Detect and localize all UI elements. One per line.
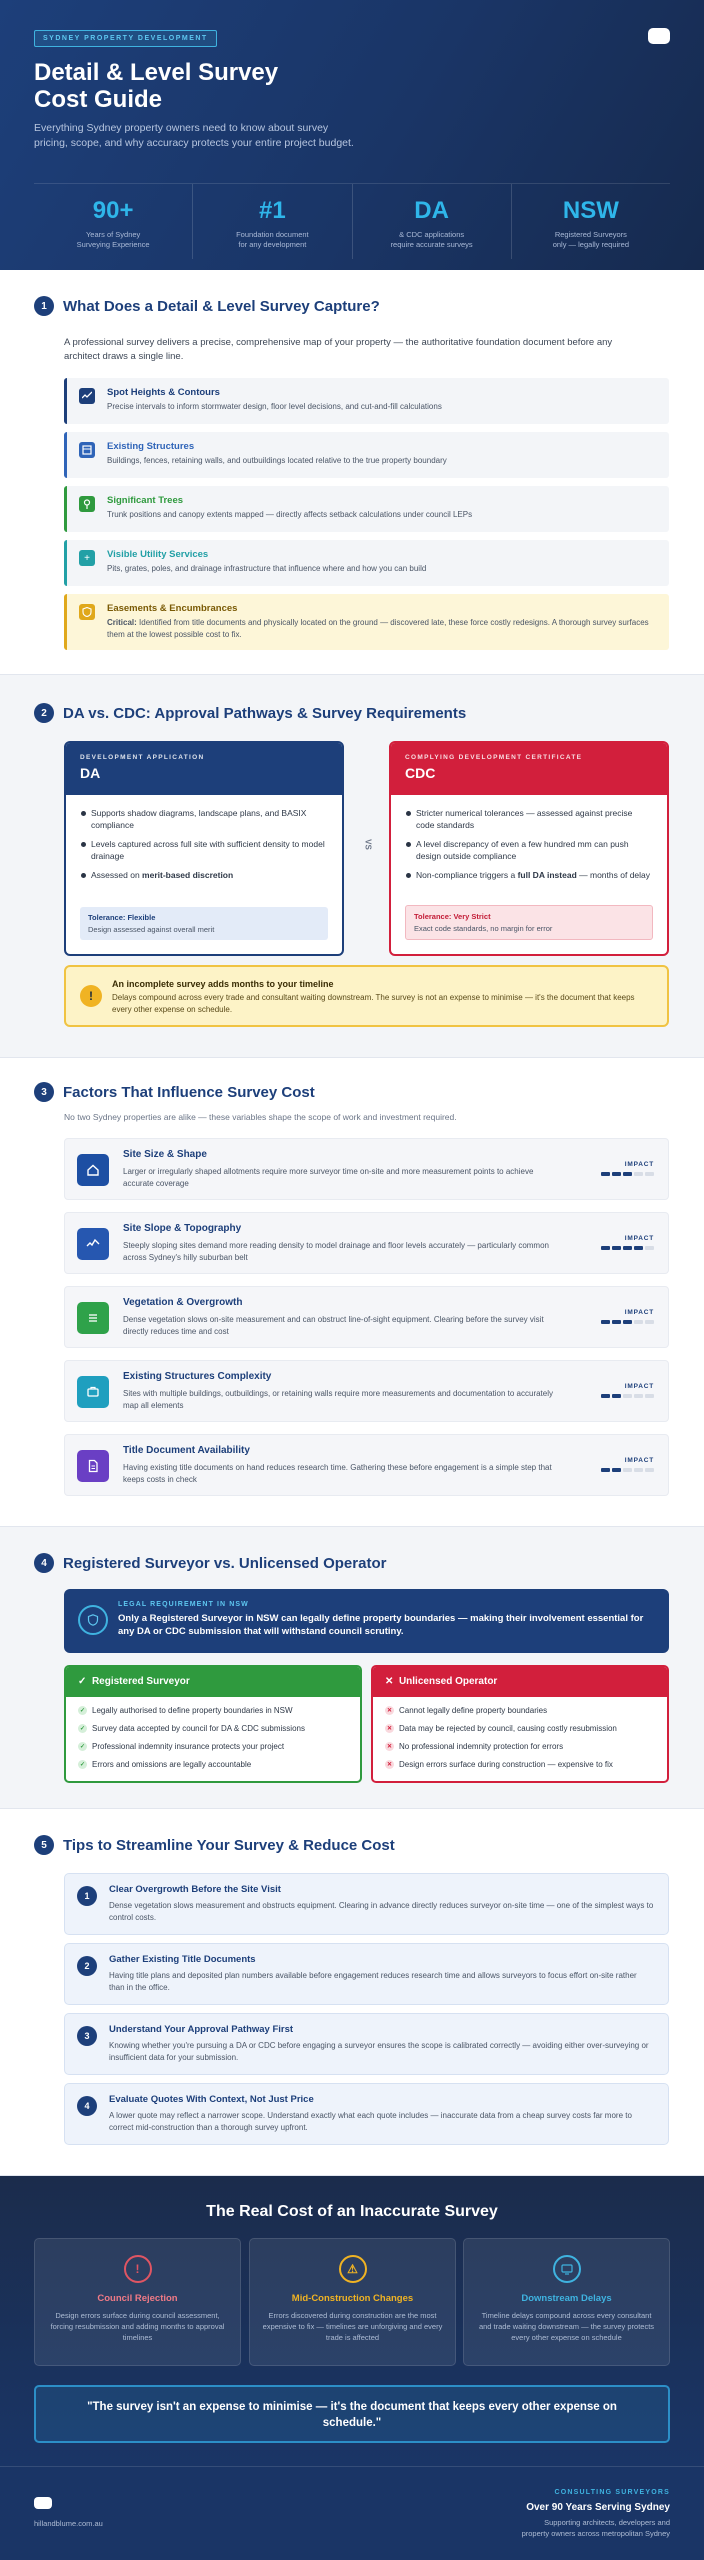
document-icon	[77, 1450, 109, 1482]
warning-desc: Delays compound across every trade and consultant waiting downstream. The survey is not an expense to minimise — it's the document that keeps every other expense on schedule.	[112, 993, 635, 1014]
shield-icon	[79, 604, 95, 620]
check-icon: ✓	[79, 1761, 86, 1768]
timeline-warning	[64, 965, 669, 1027]
capture-item-desc-text: Identified from title documents and physically located on the ground — discovered late, these force costly redesigns. A thorough survey surfaces them at the lowest possible cost to fix.	[107, 618, 649, 639]
factor-desc: Dense vegetation slows on-site measurement and can obstruct line-of-sight equipment. Clearing before the survey visit directly reduces time and cost	[123, 1315, 544, 1336]
close-icon: ✕	[386, 1743, 393, 1750]
cost-card-title: Council Rejection	[97, 2293, 178, 2304]
title-line-1: Detail & Level Survey	[34, 59, 279, 86]
registered-header	[66, 1667, 360, 1697]
slope-icon	[77, 1228, 109, 1260]
footer-desc-line: property owners across metropolitan Sydney	[521, 2529, 670, 2538]
utility-icon: +	[79, 550, 95, 566]
cdc-list	[391, 795, 667, 881]
impact-meter	[601, 1383, 654, 1398]
section-real-cost	[0, 2176, 704, 2466]
footer-info	[522, 2489, 670, 2539]
da-name: DA	[80, 765, 101, 781]
impact-bar	[612, 1468, 621, 1472]
impact-bar	[623, 1246, 632, 1250]
impact-bars	[601, 1468, 654, 1472]
tip-title: Gather Existing Title Documents	[109, 1954, 256, 1965]
tip-title: Evaluate Quotes With Context, Not Just Price	[109, 2094, 314, 2105]
impact-bars	[601, 1172, 654, 1176]
impact-bar	[634, 1320, 643, 1324]
capture-item-title: Existing Structures	[107, 441, 195, 452]
capture-item-desc: Buildings, fences, retaining walls, and outbuildings located relative to the true property boundary	[107, 456, 447, 465]
da-card-header	[66, 743, 342, 795]
tip-item	[64, 2013, 669, 2075]
da-list	[66, 795, 342, 881]
list-item-text: Design errors surface during construction — expensive to fix	[399, 1760, 613, 1769]
warning-title: An incomplete survey adds months to your timeline	[112, 979, 334, 989]
list-item-text: No professional indemnity protection for errors	[399, 1742, 564, 1751]
factor-title: Site Size & Shape	[123, 1149, 207, 1160]
list-item	[78, 1724, 348, 1734]
impact-meter	[601, 1309, 654, 1324]
tip-desc: Knowing whether you're pursuing a DA or CDC before engaging a surveyor ensures the scope is calibrated correctly — avoiding either over-surveying or insufficient data for your submission.	[109, 2041, 649, 2062]
title-line-2: Cost Guide	[34, 86, 163, 113]
capture-item-contours	[64, 378, 669, 424]
tip-item	[64, 1873, 669, 1935]
footer-logo[interactable]	[34, 2497, 52, 2509]
tip-title: Clear Overgrowth Before the Site Visit	[109, 1884, 281, 1895]
capture-item-easements	[64, 594, 669, 650]
stat-item	[353, 184, 512, 259]
impact-bar	[634, 1394, 643, 1398]
impact-bar	[601, 1468, 610, 1472]
list-item-text: Cannot legally define property boundaries	[399, 1706, 548, 1715]
list-item-text: — months of delay	[576, 870, 651, 880]
section-number: 5	[34, 1835, 54, 1855]
tip-item	[64, 1943, 669, 2005]
list-item-text: Data may be rejected by council, causing costly resubmission	[399, 1724, 617, 1733]
impact-bar	[601, 1394, 610, 1398]
legal-requirement-banner	[64, 1589, 669, 1653]
impact-bars	[601, 1246, 654, 1250]
cdc-tolerance	[405, 905, 653, 940]
list-item-text: Assessed on	[91, 870, 143, 880]
section-capture	[0, 270, 704, 675]
section-number: 4	[34, 1553, 54, 1573]
unlicensed-title: Unlicensed Operator	[398, 1676, 498, 1687]
list-item-text: Errors and omissions are legally accountable	[92, 1760, 252, 1769]
capture-item-desc: Pits, grates, poles, and drainage infrastructure that influence where and how you can build	[107, 564, 427, 573]
cost-card-construction	[249, 2238, 456, 2366]
tip-desc: Having title plans and deposited plan numbers available before engagement reduces research time and allows surveyors to focus effort on-site rather than in the office.	[109, 1971, 637, 1992]
footer-desc-line: Supporting architects, developers and	[544, 2518, 670, 2527]
list-item: Stricter numerical tolerances — assessed against precise code standards	[405, 807, 653, 831]
section-number: 1	[34, 296, 54, 316]
capture-item-desc: Trunk positions and canopy extents mapped — directly affects setback calculations under council LEPs	[107, 510, 473, 519]
cost-card-council	[34, 2238, 241, 2366]
stats-row	[34, 183, 670, 259]
registered-list	[66, 1697, 360, 1770]
stat-item	[34, 184, 193, 259]
section-heading	[34, 1553, 386, 1573]
cdc-name: CDC	[405, 765, 436, 781]
factor-slope	[64, 1212, 669, 1274]
impact-bar	[623, 1172, 632, 1176]
check-icon: ✓	[79, 1707, 86, 1714]
stat-value: #1	[259, 197, 286, 224]
factor-title: Vegetation & Overgrowth	[123, 1297, 243, 1308]
unlicensed-list	[373, 1697, 667, 1770]
capture-item-desc: Precise intervals to inform stormwater design, floor level decisions, and cut-and-fill calculations	[107, 402, 442, 411]
stat-label-line: only — legally required	[552, 240, 630, 249]
section-cost-factors	[0, 1058, 704, 1527]
stat-value: DA	[414, 197, 449, 224]
registered-title: Registered Surveyor	[91, 1676, 190, 1687]
footer-desc	[522, 2517, 670, 2539]
stat-label	[193, 230, 351, 250]
list-item	[78, 1760, 348, 1770]
close-icon: ✕	[385, 1676, 394, 1687]
factor-desc: Larger or irregularly shaped allotments require more surveyor time on-site and more measurement points to achieve accurate coverage	[123, 1167, 534, 1188]
impact-bar	[601, 1246, 610, 1250]
impact-label: IMPACT	[624, 1235, 654, 1242]
stat-label-line: Surveying Experience	[76, 240, 150, 249]
stat-label-line: & CDC applications	[399, 230, 465, 239]
capture-item-structures	[64, 432, 669, 478]
impact-meter	[601, 1161, 654, 1176]
section-heading	[34, 703, 466, 723]
impact-bar	[645, 1246, 654, 1250]
list-item	[405, 869, 653, 881]
stat-label	[353, 230, 511, 250]
tip-desc: Dense vegetation slows measurement and obstructs equipment. Clearing in advance directly reduces surveyor on-site time — one of the simplest ways to control costs.	[109, 1901, 654, 1922]
factor-desc: Having existing title documents on hand reduces research time. Gathering these before engagement is a simple step that keeps costs in check	[123, 1463, 552, 1484]
home-icon	[77, 1154, 109, 1186]
cdc-card-header	[391, 743, 667, 795]
tip-number: 2	[77, 1956, 97, 1976]
impact-bars	[601, 1320, 654, 1324]
impact-meter	[601, 1235, 654, 1250]
factor-vegetation	[64, 1286, 669, 1348]
list-item	[385, 1760, 655, 1770]
section-title: DA vs. CDC: Approval Pathways & Survey Requirements	[63, 704, 467, 722]
capture-item-utilities	[64, 540, 669, 586]
factor-title: Title Document Availability	[123, 1445, 250, 1456]
section-title: Registered Surveyor vs. Unlicensed Operator	[63, 1554, 387, 1572]
section-title: Tips to Streamline Your Survey & Reduce Cost	[63, 1836, 395, 1854]
impact-bar	[612, 1172, 621, 1176]
box-icon	[77, 1376, 109, 1408]
stat-item	[512, 184, 670, 259]
tree-icon	[79, 496, 95, 512]
capture-item-desc-bold: Critical:	[107, 618, 137, 627]
da-kicker: DEVELOPMENT APPLICATION	[80, 754, 205, 761]
footer-headline: Over 90 Years Serving Sydney	[526, 2502, 670, 2513]
list-item	[78, 1706, 348, 1716]
impact-bar	[601, 1320, 610, 1324]
impact-bar	[645, 1320, 654, 1324]
list-item	[385, 1742, 655, 1752]
tip-number: 3	[77, 2026, 97, 2046]
impact-label: IMPACT	[624, 1457, 654, 1464]
section-pathways	[0, 675, 704, 1058]
impact-bar	[623, 1394, 632, 1398]
hero-banner	[0, 0, 704, 270]
impact-meter	[601, 1457, 654, 1472]
close-icon: ✕	[386, 1761, 393, 1768]
list-item	[80, 869, 328, 881]
section-number: 2	[34, 703, 54, 723]
capture-item-trees	[64, 486, 669, 532]
section-tips	[0, 1809, 704, 2176]
impact-bar	[645, 1172, 654, 1176]
unlicensed-header	[373, 1667, 667, 1697]
hero-subtitle: Everything Sydney property owners need to know about survey pricing, scope, and why accuracy protects your entire project budget.	[34, 122, 354, 149]
check-icon: ✓	[79, 1725, 86, 1732]
tolerance-desc: Exact code standards, no margin for error	[414, 924, 553, 933]
factor-desc: Sites with multiple buildings, outbuildings, or retaining walls require more measurements and documentation to accurately map all elements	[123, 1389, 553, 1410]
tolerance-desc: Design assessed against overall merit	[88, 925, 215, 934]
tip-number: 4	[77, 2096, 97, 2116]
list-item: A level discrepancy of even a few hundred mm can push design outside compliance	[405, 838, 653, 862]
impact-bar	[634, 1172, 643, 1176]
section-title: Factors That Influence Survey Cost	[63, 1083, 315, 1101]
impact-bar	[645, 1394, 654, 1398]
legal-kicker: LEGAL REQUIREMENT IN NSW	[118, 1601, 249, 1608]
section-number: 3	[34, 1082, 54, 1102]
list-item-bold: full DA instead	[517, 870, 577, 880]
section-intro: A professional survey delivers a precise, comprehensive map of your property — the authoritative foundation document before any architect draws a single line.	[64, 337, 613, 362]
stat-label	[34, 230, 192, 250]
cdc-kicker: COMPLYING DEVELOPMENT CERTIFICATE	[405, 754, 583, 761]
section-intro: No two Sydney properties are alike — these variables shape the scope of work and investment required.	[64, 1112, 457, 1122]
da-tolerance	[80, 907, 328, 940]
stat-label-line: for any development	[238, 240, 307, 249]
warning-icon: !	[80, 985, 102, 1007]
cost-card-desc: Errors discovered during construction are the most expensive to fix — timelines are unforgiving and every trade is affected	[262, 2311, 443, 2342]
stat-label-line: require accurate surveys	[390, 240, 473, 249]
capture-item-desc	[107, 617, 659, 641]
footer-website-link[interactable]: hillandblume.com.au	[34, 2519, 103, 2528]
page-title	[34, 59, 670, 113]
cost-card-desc: Design errors surface during council assessment, forcing resubmission and adding months to approval timelines	[50, 2311, 225, 2342]
list-icon	[77, 1302, 109, 1334]
tip-number: 1	[77, 1886, 97, 1906]
pull-quote: "The survey isn't an expense to minimise — it's the document that keeps every other expense on schedule."	[34, 2385, 670, 2443]
close-icon: ✕	[386, 1725, 393, 1732]
hero-tag: SYDNEY PROPERTY DEVELOPMENT	[34, 30, 217, 47]
stat-label-line: Registered Surveyors	[554, 230, 627, 239]
capture-item-title: Spot Heights & Contours	[107, 387, 220, 398]
list-item	[385, 1706, 655, 1716]
stat-label-line: Years of Sydney	[85, 230, 141, 239]
list-item-text: Non-compliance triggers a	[416, 870, 518, 880]
impact-label: IMPACT	[624, 1161, 654, 1168]
capture-item-title: Visible Utility Services	[107, 549, 209, 560]
list-item: Supports shadow diagrams, landscape plans, and BASIX compliance	[80, 807, 328, 831]
impact-label: IMPACT	[624, 1383, 654, 1390]
impact-bar	[634, 1468, 643, 1472]
tip-desc: A lower quote may reflect a narrower scope. Understand exactly what each quote includes — inaccurate data from a cheap survey costs far more to correct mid-construction than a thorough survey upfront.	[109, 2111, 632, 2132]
impact-label: IMPACT	[624, 1309, 654, 1316]
shield-icon	[78, 1605, 108, 1635]
legal-text: Only a Registered Surveyor in NSW can legally define property boundaries — making their involvement essential for any DA or CDC submission that will withstand council scrutiny.	[118, 1613, 644, 1637]
alert-circle-icon: !	[124, 2255, 152, 2283]
check-icon: ✓	[78, 1676, 87, 1687]
list-item: Levels captured across full site with sufficient density to model drainage	[80, 838, 328, 862]
impact-bars	[601, 1394, 654, 1398]
close-icon: ✕	[386, 1707, 393, 1714]
tip-item	[64, 2083, 669, 2145]
chart-line-icon	[79, 388, 95, 404]
stat-item	[193, 184, 352, 259]
impact-bar	[634, 1246, 643, 1250]
impact-bar	[601, 1172, 610, 1176]
cost-card-title: Downstream Delays	[521, 2293, 612, 2304]
stat-label	[512, 230, 670, 250]
footer-kicker: CONSULTING SURVEYORS	[554, 2489, 670, 2496]
impact-bar	[612, 1246, 621, 1250]
cost-title: The Real Cost of an Inaccurate Survey	[206, 2203, 498, 2220]
list-item-text: Legally authorised to define property boundaries in NSW	[92, 1706, 293, 1715]
factor-title: Existing Structures Complexity	[123, 1371, 272, 1382]
tolerance-title: Tolerance: Flexible	[88, 913, 156, 922]
list-item	[78, 1742, 348, 1752]
cost-card-delays	[463, 2238, 670, 2366]
capture-item-title: Significant Trees	[107, 495, 184, 506]
factor-site-size	[64, 1138, 669, 1200]
impact-bar	[612, 1320, 621, 1324]
list-item-bold: merit-based discretion	[142, 870, 234, 880]
tolerance-title: Tolerance: Very Strict	[414, 912, 491, 921]
section-heading	[34, 296, 380, 316]
cdc-card	[389, 741, 669, 956]
capture-item-title: Easements & Encumbrances	[107, 603, 238, 614]
factor-title: Site Slope & Topography	[123, 1223, 242, 1234]
factor-desc: Steeply sloping sites demand more reading density to model drainage and floor levels accurately — particularly common across Sydney's hilly suburban belt	[123, 1241, 549, 1262]
list-item	[385, 1724, 655, 1734]
cost-card-title: Mid-Construction Changes	[291, 2293, 414, 2304]
impact-bar	[612, 1394, 621, 1398]
monitor-icon	[553, 2255, 581, 2283]
section-title: What Does a Detail & Level Survey Capture?	[63, 297, 380, 315]
section-heading	[34, 1835, 395, 1855]
list-item-text: Professional indemnity insurance protects your project	[92, 1742, 285, 1751]
da-card	[64, 741, 344, 956]
impact-bar	[623, 1468, 632, 1472]
factor-structures	[64, 1360, 669, 1422]
stat-value: 90+	[92, 197, 134, 224]
tip-title: Understand Your Approval Pathway First	[109, 2024, 294, 2035]
warning-icon: ⚠	[339, 2255, 367, 2283]
cost-card-desc: Timeline delays compound across every consultant and trade waiting downstream — the survey protects every other expense on schedule	[478, 2311, 655, 2342]
building-icon	[79, 442, 95, 458]
section-heading	[34, 1082, 315, 1102]
stat-value: NSW	[562, 197, 619, 224]
brand-logo[interactable]	[648, 28, 670, 44]
registered-surveyor-card	[64, 1665, 362, 1783]
vs-label: VS	[363, 839, 373, 850]
list-item-text: Survey data accepted by council for DA & CDC submissions	[92, 1724, 305, 1733]
check-icon: ✓	[79, 1743, 86, 1750]
stat-label-line: Foundation document	[236, 230, 309, 239]
impact-bar	[645, 1468, 654, 1472]
unlicensed-operator-card	[371, 1665, 669, 1783]
footer	[0, 2466, 704, 2560]
factor-title-docs	[64, 1434, 669, 1496]
section-surveyor-compare	[0, 1527, 704, 1809]
impact-bar	[623, 1320, 632, 1324]
